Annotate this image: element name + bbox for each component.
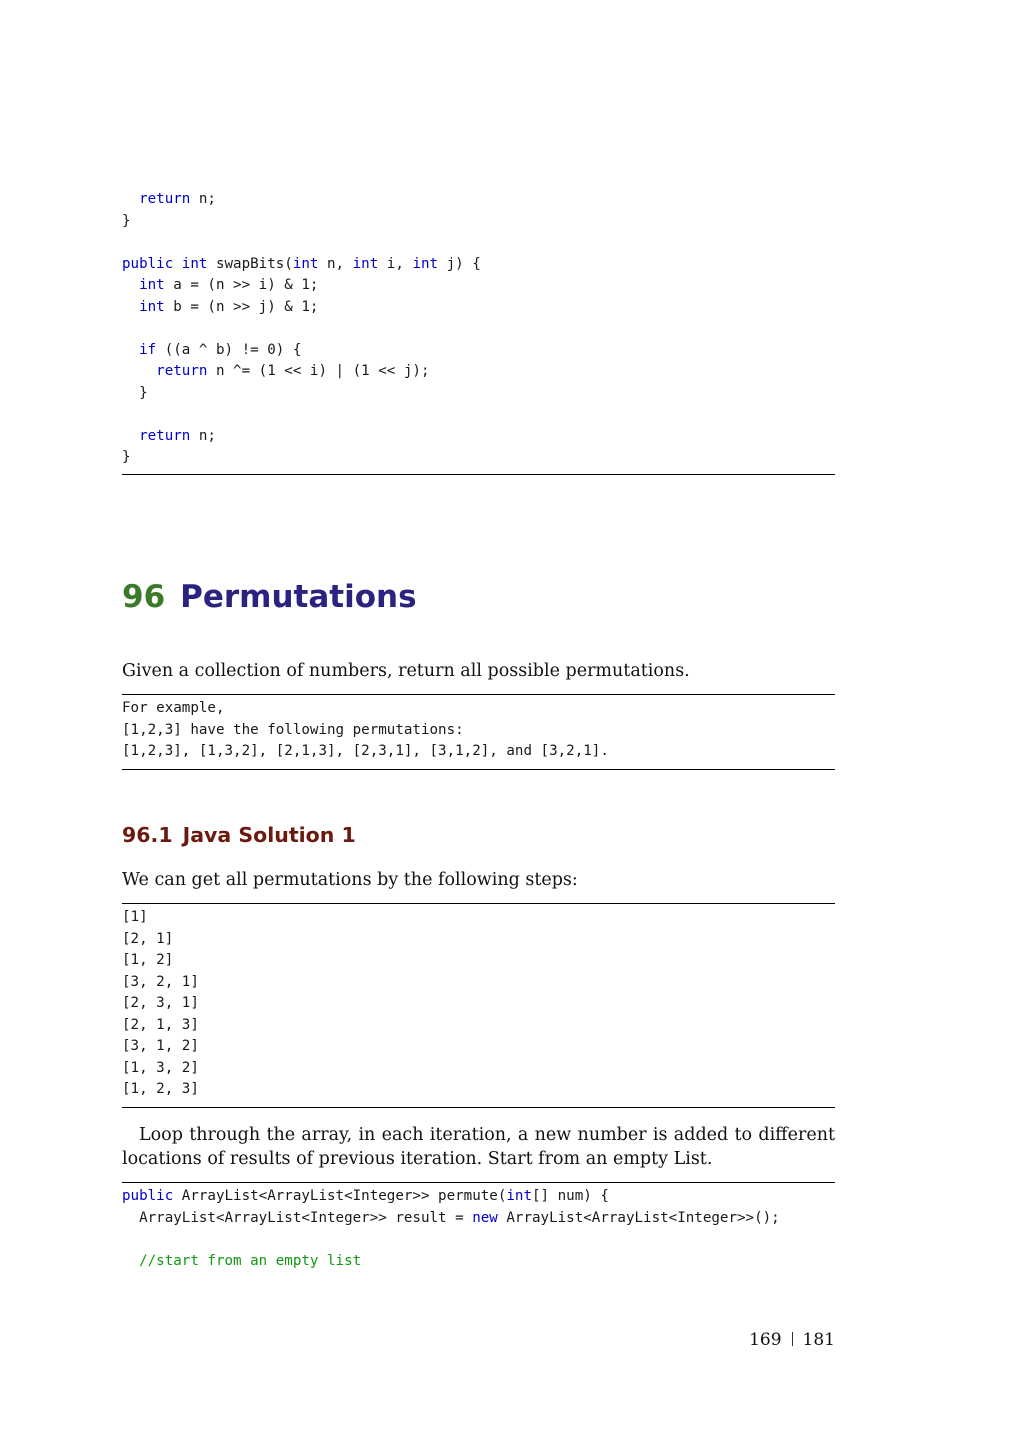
code-line xyxy=(122,254,481,276)
code-line xyxy=(122,447,481,469)
code-permute-top-rule xyxy=(122,1182,835,1183)
code-keyword: return xyxy=(139,427,191,444)
code-keyword: int xyxy=(352,255,379,272)
code-line xyxy=(122,426,481,448)
code-line xyxy=(122,232,481,254)
current-page: 169 xyxy=(749,1330,782,1350)
code-text: i, xyxy=(378,255,413,272)
chapter-title: Permutations xyxy=(180,579,417,615)
code-line xyxy=(122,383,481,405)
code-text xyxy=(173,256,182,272)
code-keyword: int xyxy=(412,255,439,272)
code-line xyxy=(122,275,481,297)
code-text xyxy=(122,342,139,358)
code-text xyxy=(122,428,139,444)
document-page xyxy=(122,0,835,1440)
code-line xyxy=(122,361,481,383)
code-keyword: int xyxy=(181,255,208,272)
code-block-permute xyxy=(122,1186,780,1272)
code-line xyxy=(122,340,481,362)
code-text: swapBits( xyxy=(207,255,293,272)
code-text: j) { xyxy=(438,255,481,272)
code-line xyxy=(122,189,481,211)
code-text: ((a ^ b) != 0) { xyxy=(156,341,302,358)
code-text: ArrayList<ArrayList<Integer>>(); xyxy=(497,1209,780,1226)
steps-bottom-rule xyxy=(122,1107,835,1108)
code-line xyxy=(122,404,481,426)
code-text: n; xyxy=(190,427,216,444)
code-keyword: new xyxy=(472,1209,498,1226)
code-text: n ^= (1 << i) | (1 << j); xyxy=(207,363,430,379)
code-keyword: int xyxy=(292,255,319,272)
code-text xyxy=(122,277,139,293)
section-title: Java Solution 1 xyxy=(182,823,356,847)
code-line xyxy=(122,1186,780,1208)
code-text: ArrayList<ArrayList<Integer>> permute( xyxy=(173,1188,507,1204)
section-heading xyxy=(122,820,356,850)
code-line xyxy=(122,1229,780,1251)
example-top-rule xyxy=(122,694,835,695)
code-text xyxy=(122,1253,139,1269)
code-text: a = (n >> i) & 1; xyxy=(164,277,319,293)
code-text: [] num) { xyxy=(532,1188,609,1204)
page-separator xyxy=(792,1332,793,1346)
steps-top-rule xyxy=(122,903,835,904)
code-block-swapbits xyxy=(122,189,481,469)
code-line xyxy=(122,1251,780,1273)
code-keyword: public xyxy=(122,1188,174,1204)
code-comment: //start from an empty list xyxy=(139,1252,362,1269)
code-bottom-rule xyxy=(122,474,835,475)
code-text xyxy=(122,363,156,379)
code-text: } xyxy=(122,212,131,229)
chapter-number: 96 xyxy=(122,579,166,615)
loop-paragraph: Loop through the array, in each iteration, a new number is added to different locations of results of previous iteration. Start from an empty List. xyxy=(122,1125,835,1169)
code-keyword: int xyxy=(139,298,165,315)
chapter-heading xyxy=(122,575,417,619)
code-line xyxy=(122,211,481,233)
example-block: For example, [1,2,3] have the following permutations: [1,2,3], [1,3,2], [2,1,3], [2,3,1], [3,1,2], and [3,2,1]. xyxy=(122,700,609,759)
code-text: n; xyxy=(190,191,216,207)
code-text xyxy=(122,299,139,315)
total-pages: 181 xyxy=(802,1330,835,1350)
code-text: b = (n >> j) & 1; xyxy=(164,298,319,315)
code-text: ArrayList<ArrayList<Integer>> result = xyxy=(122,1209,473,1226)
page-number xyxy=(749,1330,835,1350)
steps-block: [1] [2, 1] [1, 2] [3, 2, 1] [2, 3, 1] [2, 1, 3] [3, 1, 2] [1, 3, 2] [1, 2, 3] xyxy=(122,909,199,1097)
code-line xyxy=(122,1208,780,1230)
code-keyword: if xyxy=(139,341,157,358)
code-keyword: public xyxy=(122,255,174,272)
code-keyword: return xyxy=(156,363,208,379)
section-number: 96.1 xyxy=(122,823,173,847)
intro-paragraph: Given a collection of numbers, return all possible permutations. xyxy=(122,661,690,681)
code-line xyxy=(122,297,481,319)
steps-intro-paragraph: We can get all permutations by the following steps: xyxy=(122,870,578,890)
code-keyword: int xyxy=(506,1188,532,1204)
code-text xyxy=(122,191,139,207)
example-bottom-rule xyxy=(122,769,835,770)
code-keyword: int xyxy=(139,277,165,293)
code-keyword: return xyxy=(139,191,191,207)
code-line xyxy=(122,318,481,340)
code-text: } xyxy=(122,384,148,401)
code-text: } xyxy=(122,449,131,465)
code-text: n, xyxy=(318,255,353,272)
